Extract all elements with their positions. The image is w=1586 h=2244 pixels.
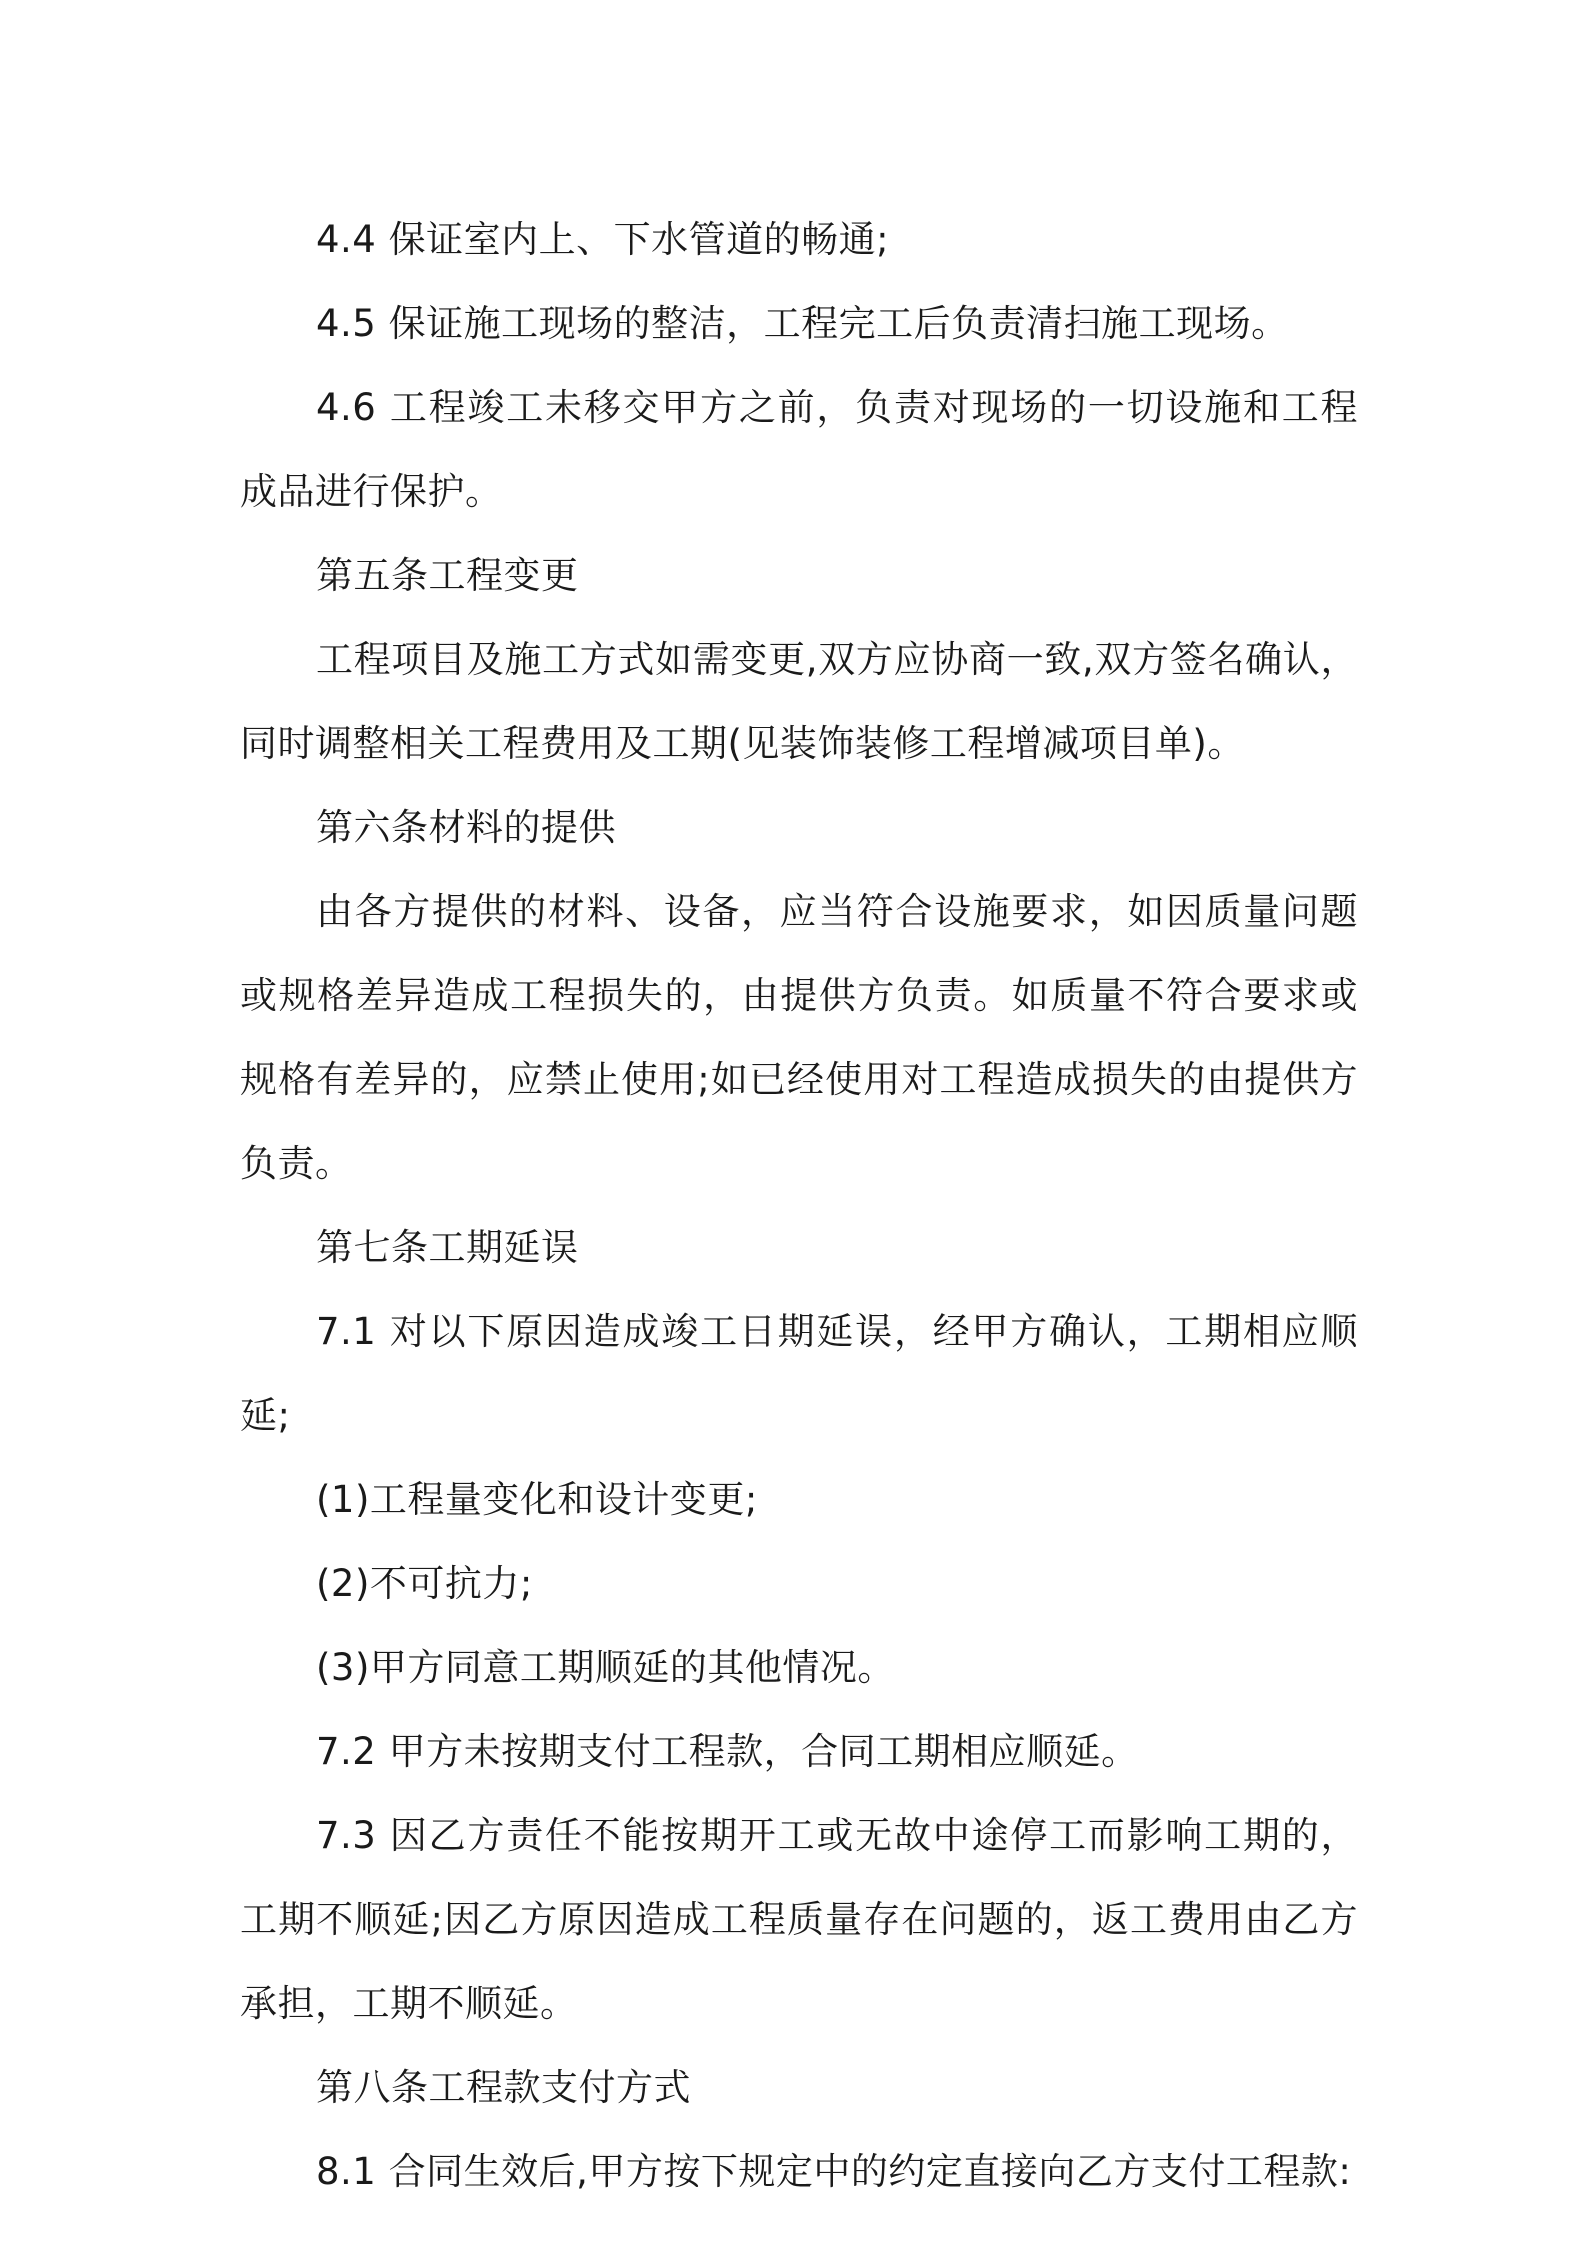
article-5-text: 工程项目及施工方式如需变更,双方应协商一致,双方签名确认，同时调整相关工程费用及工期(见装饰装修工程增减项目单)。	[240, 638, 1358, 765]
clause-7-1: 7.1 对以下原因造成竣工日期延误，经甲方确认，工期相应顺延;	[240, 1310, 1358, 1437]
clause-7-1-item-1: (1)工程量变化和设计变更;	[316, 1478, 758, 1521]
clause-7-2: 7.2 甲方未按期支付工程款，合同工期相应顺延。	[316, 1730, 1139, 1773]
document-body	[240, 198, 1358, 2214]
clause-7-1-item-2: (2)不可抗力;	[316, 1562, 533, 1605]
clause-7-1-item-3: (3)甲方同意工期顺延的其他情况。	[316, 1646, 895, 1689]
article-6-text: 由各方提供的材料、设备，应当符合设施要求，如因质量问题或规格差异造成工程损失的，由提供方负责。如质量不符合要求或规格有差异的，应禁止使用;如已经使用对工程造成损失的由提供方负责。	[240, 890, 1358, 1185]
article-5-heading: 第五条工程变更	[316, 554, 579, 597]
clause-4-4: 4.4 保证室内上、下水管道的畅通;	[316, 218, 890, 261]
clause-4-6: 4.6 工程竣工未移交甲方之前，负责对现场的一切设施和工程成品进行保护。	[240, 386, 1358, 513]
clause-4-5: 4.5 保证施工现场的整洁，工程完工后负责清扫施工现场。	[316, 302, 1289, 345]
article-7-heading: 第七条工期延误	[316, 1226, 579, 1269]
article-6-heading: 第六条材料的提供	[316, 806, 616, 849]
clause-8-1: 8.1 合同生效后,甲方按下规定中的约定直接向乙方支付工程款:	[316, 2150, 1352, 2193]
article-8-heading: 第八条工程款支付方式	[316, 2066, 691, 2109]
clause-7-3: 7.3 因乙方责任不能按期开工或无故中途停工而影响工期的，工期不顺延;因乙方原因造成工程质量存在问题的，返工费用由乙方承担，工期不顺延。	[240, 1814, 1358, 2025]
